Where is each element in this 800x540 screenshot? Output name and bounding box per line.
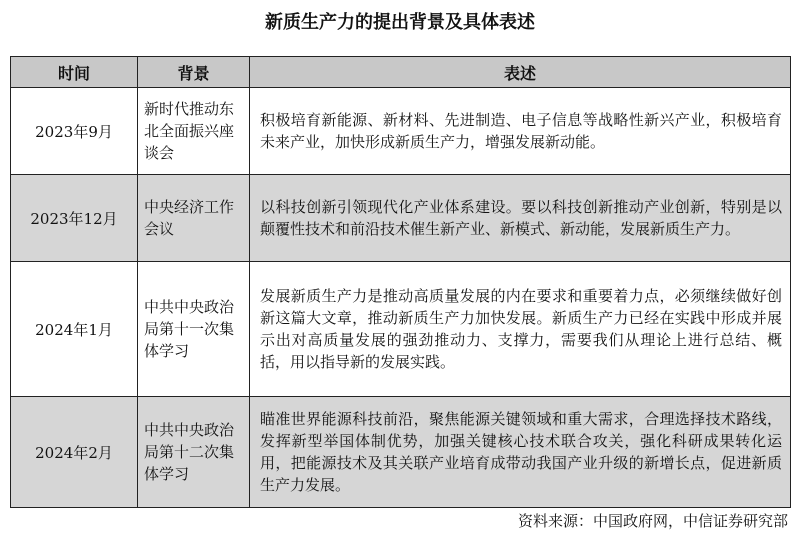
data-table — [10, 56, 791, 508]
table-row — [11, 175, 791, 262]
row-date: 2023年12月 — [11, 175, 138, 262]
row-background: 中共中央政治局第十一次集体学习 — [138, 262, 250, 397]
row-date: 2023年9月 — [11, 88, 138, 175]
source-note: 资料来源：中国政府网，中信证券研究部 — [517, 512, 788, 530]
row-background: 中央经济工作会议 — [138, 175, 250, 262]
row-date: 2024年2月 — [11, 397, 138, 508]
row-background: 新时代推动东北全面振兴座谈会 — [138, 88, 250, 175]
column-header-statement: 表述 — [250, 57, 791, 88]
row-statement: 以科技创新引领现代化产业体系建设。要以科技创新推动产业创新，特别是以颠覆性技术和前沿技术催生新产业、新模式、新动能，发展新质生产力。 — [250, 175, 791, 262]
table-row — [11, 88, 791, 175]
row-statement: 积极培育新能源、新材料、先进制造、电子信息等战略性新兴产业，积极培育未来产业，加快形成新质生产力，增强发展新动能。 — [250, 88, 791, 175]
column-header-background: 背景 — [138, 57, 250, 88]
column-header-time: 时间 — [11, 57, 138, 88]
table-row — [11, 397, 791, 508]
row-background: 中共中央政治局第十二次集体学习 — [138, 397, 250, 508]
table-row — [11, 262, 791, 397]
table-title: 新质生产力的提出背景及具体表述 — [265, 12, 535, 33]
row-statement: 瞄准世界能源科技前沿，聚焦能源关键领域和重大需求，合理选择技术路线，发挥新型举国体制优势，加强关键核心技术联合攻关，强化科研成果转化运用，把能源技术及其关联产业培育成带动我国产业升级的新增长点，促进新质生产力发展。 — [250, 397, 791, 508]
row-statement: 发展新质生产力是推动高质量发展的内在要求和重要着力点，必须继续做好创新这篇大文章，推动新质生产力加快发展。新质生产力已经在实践中形成并展示出对高质量发展的强劲推动力、支撑力，需要我们从理论上进行总结、概括，用以指导新的发展实践。 — [250, 262, 791, 397]
table-header-row — [11, 57, 791, 88]
row-date: 2024年1月 — [11, 262, 138, 397]
